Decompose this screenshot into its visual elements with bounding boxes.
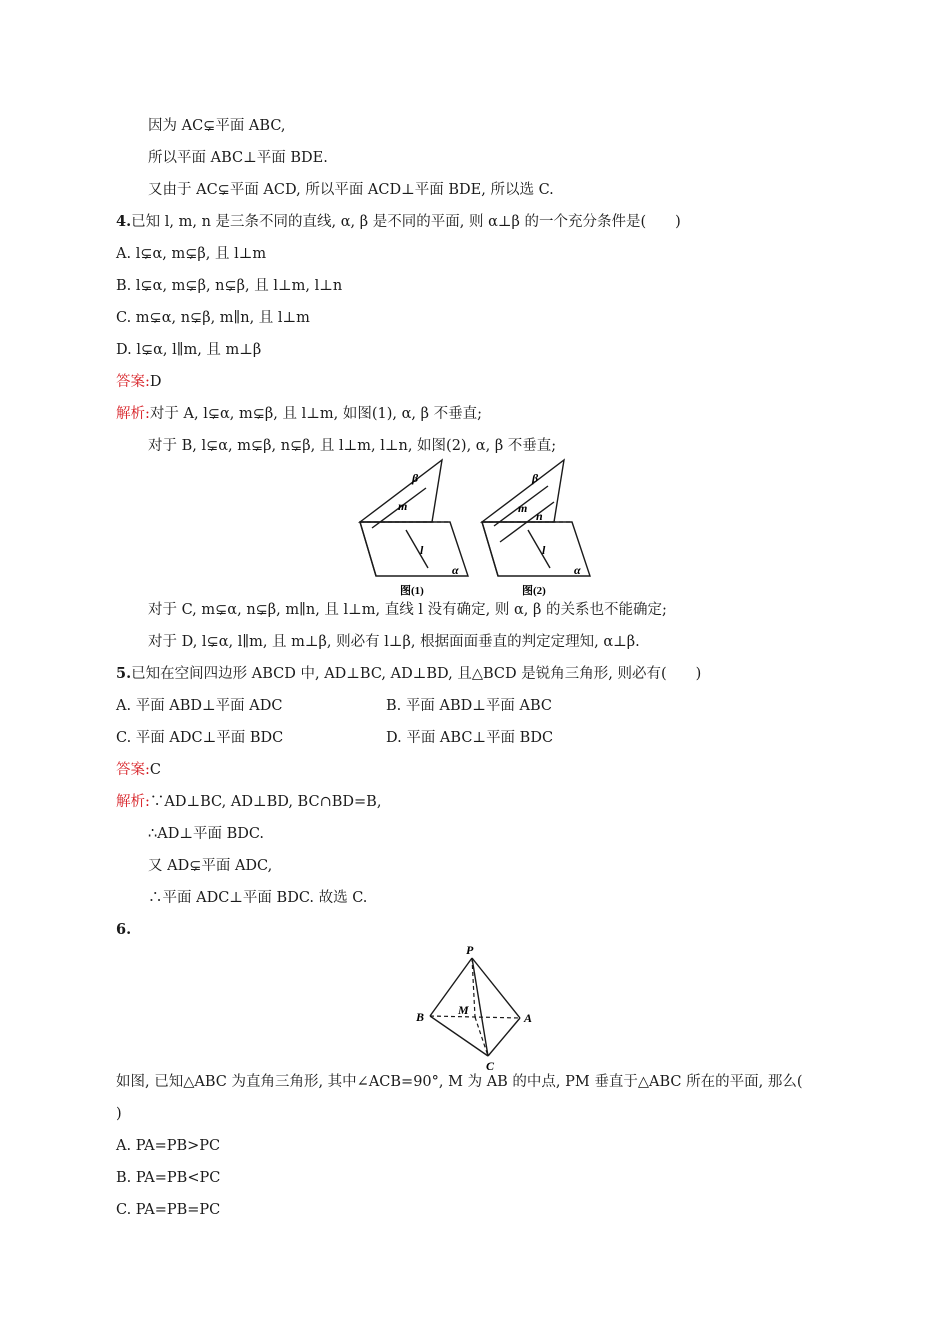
label-c: C — [486, 1059, 495, 1073]
text-line: 因为 AC⊊平面 ABC, — [148, 118, 286, 134]
analysis-line: 对于 D, l⊊α, l∥m, 且 m⊥β, 则必有 l⊥β, 根据面面垂直的判定定理知, α⊥β. — [148, 634, 640, 650]
analysis-line: ∴AD⊥平面 BDC. — [148, 826, 265, 842]
analysis-line — [116, 792, 381, 812]
label-n: n — [536, 509, 543, 523]
answer-line — [116, 760, 161, 780]
label-l: l — [542, 543, 546, 557]
line-l — [406, 530, 428, 568]
label-beta: β — [532, 471, 539, 485]
caption-fig1: 图(1) — [400, 585, 424, 597]
edge-bc — [430, 1016, 488, 1056]
option-a: A. 平面 ABD⊥平面 ADC — [116, 698, 283, 714]
line-l — [528, 530, 550, 568]
analysis-label: 解析: — [116, 406, 150, 422]
question-number: 4. — [116, 213, 132, 230]
option-c: C. PA=PB=PC — [116, 1202, 221, 1218]
analysis-line: 对于 C, m⊊α, n⊊β, m∥n, 且 l⊥m, 直线 l 没有确定, 则 α, β 的关系也不能确定; — [148, 602, 667, 618]
label-alpha: α — [452, 563, 459, 577]
option-b: B. PA=PB<PC — [116, 1170, 221, 1186]
label-p: P — [466, 943, 474, 957]
edge-pa — [472, 958, 520, 1018]
segment-mc — [475, 1017, 488, 1056]
option-c: C. m⊊α, n⊊β, m∥n, 且 l⊥m — [116, 310, 310, 326]
question-number: 6. — [116, 921, 132, 938]
analysis-text: 对于 A, l⊊α, m⊊β, 且 l⊥m, 如图(1), α, β 不垂直; — [149, 406, 482, 422]
question-6-stem: 如图, 已知△ABC 为直角三角形, 其中∠ACB=90°, M 为 AB 的中点, PM 垂直于△ABC 所在的平面, 那么( — [116, 1074, 803, 1090]
analysis-label: 解析: — [116, 794, 150, 810]
option-c: C. 平面 ADC⊥平面 BDC — [116, 730, 284, 746]
answer-label: 答案: — [116, 762, 150, 778]
analysis-line: 又 AD⊊平面 ADC, — [148, 858, 273, 874]
label-m: m — [398, 499, 408, 513]
label-beta: β — [412, 471, 419, 485]
analysis-line: ∴平面 ADC⊥平面 BDC. 故选 C. — [148, 890, 368, 906]
question-text: 已知在空间四边形 ABCD 中, AD⊥BC, AD⊥BD, 且△BCD 是锐角三角形, 则必有( ) — [131, 666, 702, 682]
question-5-stem — [116, 664, 701, 684]
option-a: A. l⊊α, m⊊β, 且 l⊥m — [116, 246, 267, 262]
question-4-stem — [116, 212, 681, 232]
analysis-line — [116, 404, 482, 424]
answer-value: C — [149, 762, 161, 778]
caption-fig2: 图(2) — [522, 585, 546, 597]
question-6-stem-end: ) — [116, 1106, 122, 1122]
label-m: m — [518, 501, 528, 515]
figure-planes — [350, 458, 600, 600]
option-d: D. l⊊α, l∥m, 且 m⊥β — [116, 342, 262, 358]
option-a: A. PA=PB>PC — [116, 1138, 221, 1154]
answer-line — [116, 372, 162, 392]
analysis-line: 对于 B, l⊊α, m⊊β, n⊊β, 且 l⊥m, l⊥n, 如图(2), α, β 不垂直; — [148, 438, 557, 454]
answer-label: 答案: — [116, 374, 150, 390]
label-b: B — [416, 1010, 425, 1024]
figure-tetrahedron — [408, 942, 542, 1074]
option-b: B. 平面 ABD⊥平面 ABC — [386, 698, 552, 714]
text-line: 所以平面 ABC⊥平面 BDE. — [148, 150, 328, 166]
text-line: 又由于 AC⊊平面 ACD, 所以平面 ACD⊥平面 BDE, 所以选 C. — [148, 182, 554, 198]
answer-value: D — [149, 374, 162, 390]
option-b: B. l⊊α, m⊊β, n⊊β, 且 l⊥m, l⊥n — [116, 278, 343, 294]
question-text: 已知 l, m, n 是三条不同的直线, α, β 是不同的平面, 则 α⊥β 的一个充分条件是( ) — [131, 214, 681, 230]
analysis-text: ∵AD⊥BC, AD⊥BD, BC∩BD=B, — [149, 794, 382, 810]
label-l: l — [420, 543, 424, 557]
option-d: D. 平面 ABC⊥平面 BDC — [386, 730, 554, 746]
question-number: 5. — [116, 665, 132, 682]
label-m: M — [458, 1003, 469, 1017]
edge-ac — [488, 1018, 520, 1056]
label-alpha: α — [574, 563, 581, 577]
label-a: A — [524, 1011, 533, 1025]
